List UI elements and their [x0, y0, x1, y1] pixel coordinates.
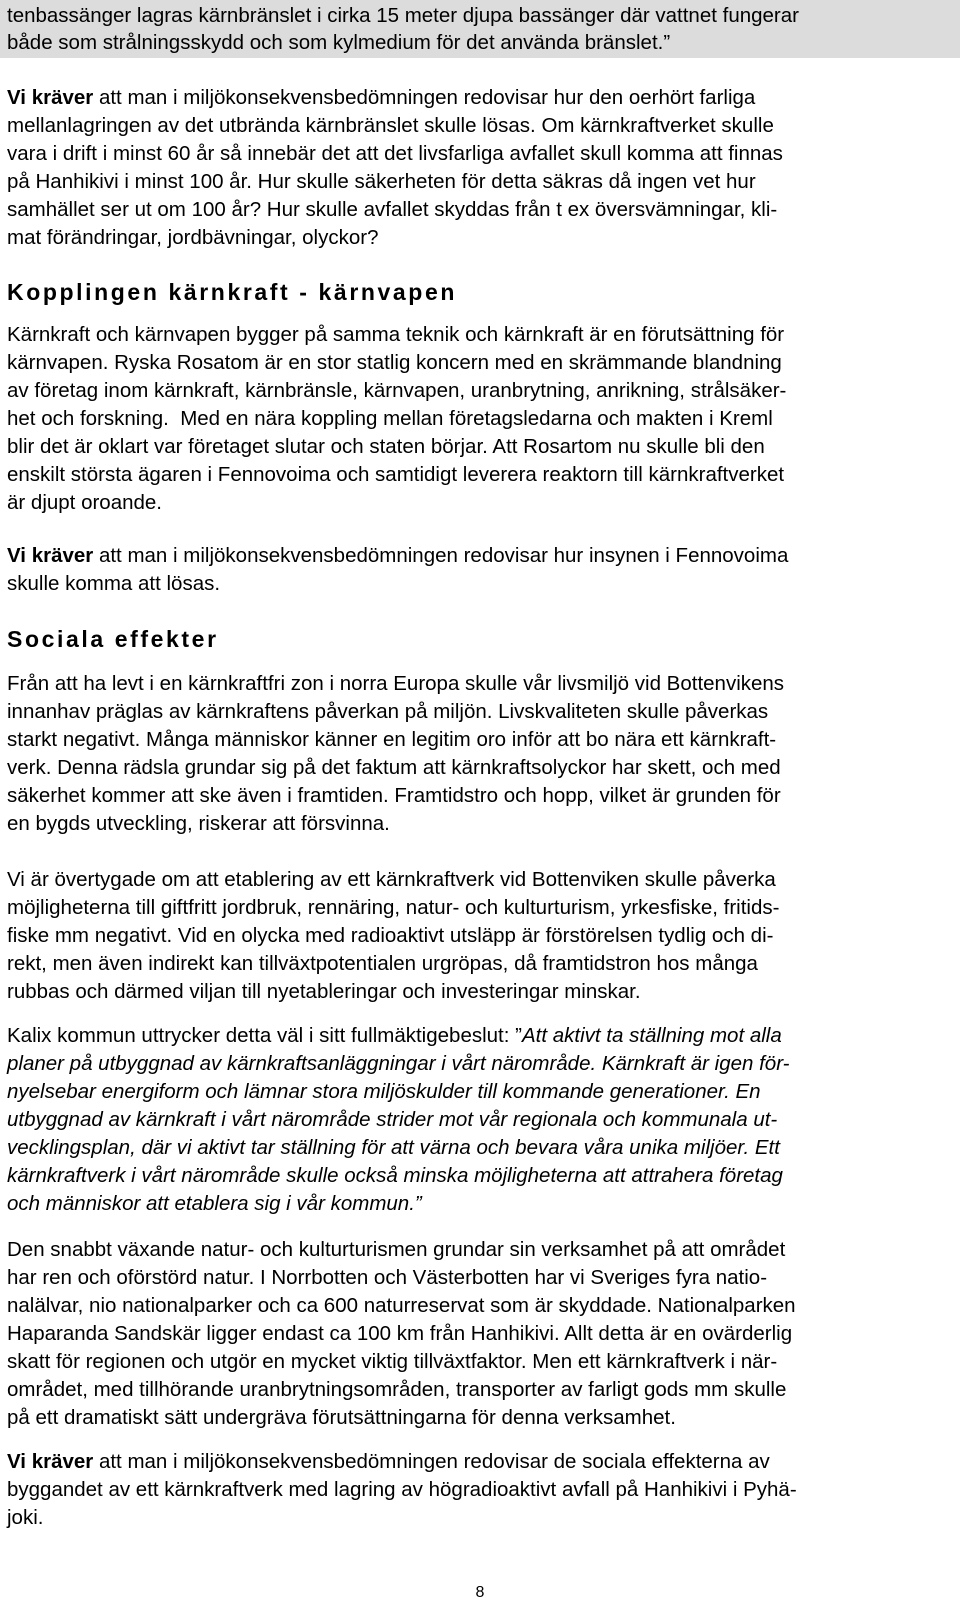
text-line: blir det är oklart var företaget slutar och staten börjar. Att Rosartom nu skulle bli den [7, 435, 765, 458]
text-line: vara i drift i minst 60 år så innebär det att det livsfarliga avfallet skull komma att finnas [7, 142, 783, 165]
text-line: möjligheterna till giftfritt jordbruk, rennäring, natur- och kulturturism, yrkesfiske, fritids- [7, 896, 780, 919]
section-heading-social-effects: Sociala effekter [7, 626, 219, 652]
text-line: planer på utbyggnad av kärnkraftsanläggningar i vårt närområde. Kärnkraft är igen för- [7, 1052, 790, 1075]
text-line: på ett dramatiskt sätt undergräva förutsättningarna för denna verksamhet. [7, 1406, 676, 1429]
text-line: Vi kräver att man i miljökonsekvensbedömningen redovisar hur insynen i Fennovoima [7, 544, 789, 567]
text-line: mat förändringar, jordbävningar, olyckor? [7, 226, 379, 249]
section-heading-nuclear-weapons: Kopplingen kärnkraft - kärnvapen [7, 279, 457, 305]
demand-label: Vi kräver [7, 86, 94, 109]
text-line: och människor att etablera sig i vår kommun.” [7, 1192, 422, 1215]
text-line: av företag inom kärnkraft, kärnbränsle, kärnvapen, uranbrytning, anrikning, strålsäker- [7, 379, 787, 402]
text-line: utbyggnad av kärnkraft i vårt närområde strider mot vår regionala och kommunala ut- [7, 1108, 778, 1131]
text-line: en bygds utveckling, riskerar att försvinna. [7, 812, 390, 835]
demand-label: Vi kräver [7, 1450, 94, 1473]
text-line: enskilt största ägaren i Fennovoima och samtidigt leverera reaktorn till kärnkraftverket [7, 463, 785, 486]
text-line: är djupt oroande. [7, 491, 163, 514]
text-line: innanhav präglas av kärnkraftens påverkan på miljön. Livskvaliteten skulle påverkas [7, 700, 769, 723]
text-line: joki. [7, 1506, 44, 1529]
text-line: Kalix kommun uttrycker detta väl i sitt fullmäktigebeslut: ”Att aktivt ta ställning mot alla [7, 1024, 782, 1047]
demand-label: Vi kräver [7, 544, 94, 567]
text-line: verk. Denna rädsla grundar sig på det faktum att kärnkraftsolyckor har skett, och med [7, 756, 781, 779]
text-line: samhället ser ut om 100 år? Hur skulle avfallet skyddas från t ex översvämningar, kli- [7, 198, 778, 221]
text-line: starkt negativt. Många människor känner en legitim oro inför att bo nära ett kärnkraft- [7, 728, 777, 751]
text-line: skulle komma att lösas. [7, 572, 221, 595]
text-line: Den snabbt växande natur- och kulturturismen grundar sin verksamhet på att området [7, 1238, 786, 1261]
text-line: på Hanhikivi i minst 100 år. Hur skulle säkerheten för detta säkras då ingen vet hur [7, 170, 756, 193]
text-line: rubbas och därmed viljan till nyetableringar och investeringar minskar. [7, 980, 641, 1003]
text-line: Kärnkraft och kärnvapen bygger på samma teknik och kärnkraft är en förutsättning för [7, 323, 785, 346]
text-line: Vi kräver att man i miljökonsekvensbedömningen redovisar hur den oerhört farliga [7, 86, 756, 109]
text-line: både som strålningsskydd och som kylmedium för det använda bränslet.” [7, 31, 671, 54]
text-line: har ren och oförstörd natur. I Norrbotten och Västerbotten har vi Sveriges fyra natio- [7, 1266, 768, 1289]
text-line: vecklingsplan, där vi aktivt tar ställning för att värna och bevara våra unika miljöer. Ett [7, 1136, 780, 1159]
text-line: mellanlagringen av det utbrända kärnbränslet skulle lösas. Om kärnkraftverket skulle [7, 114, 774, 137]
text-line: Vi kräver att man i miljökonsekvensbedömningen redovisar de sociala effekterna av [7, 1450, 770, 1473]
text-line: säkerhet kommer att ske även i framtiden. Framtidstro och hopp, vilket är grunden för [7, 784, 781, 807]
text-line: het och forskning. Med en nära koppling mellan företagsledarna och makten i Kreml [7, 407, 773, 430]
text-line: nalälvar, nio nationalparker och ca 600 naturreservat som är skyddade. Nationalparken [7, 1294, 796, 1317]
text-line: området, med tillhörande uranbrytningsområden, transporter av farligt gods mm skulle [7, 1378, 787, 1401]
text-line: rekt, men även indirekt kan tillväxtpotentialen urgröpas, då framtidstron hos många [7, 952, 758, 975]
page-number: 8 [475, 1584, 485, 1601]
text-line: nyelsebar energiform och lämnar stora miljöskulder till kommande generationer. En [7, 1080, 761, 1103]
text-line: kärnkraftverk i vårt närområde skulle också minska möjligheterna att attrahera företag [7, 1164, 783, 1187]
text-line: kärnvapen. Ryska Rosatom är en stor statlig koncern med en skrämmande blandning [7, 351, 782, 374]
text-line: fiske mm negativt. Vid en olycka med radioaktivt utsläpp är förstörelsen tydlig och di- [7, 924, 774, 947]
text-line: Haparanda Sandskär ligger endast ca 100 km från Hanhikivi. Allt detta är en ovärderlig [7, 1322, 793, 1345]
text-line: Vi är övertygade om att etablering av ett kärnkraftverk vid Bottenviken skulle påverka [7, 868, 776, 891]
text-line: byggandet av ett kärnkraftverk med lagring av högradioaktivt avfall på Hanhikivi i Pyhä- [7, 1478, 797, 1501]
text-line: skatt för regionen och utgör en mycket viktig tillväxtfaktor. Men ett kärnkraftverk i när- [7, 1350, 778, 1373]
text-line: tenbassänger lagras kärnbränslet i cirka 15 meter djupa bassänger där vattnet fungerar [7, 4, 799, 27]
text-line: Från att ha levt i en kärnkraftfri zon i norra Europa skulle vår livsmiljö vid Bottenvikens [7, 672, 785, 695]
